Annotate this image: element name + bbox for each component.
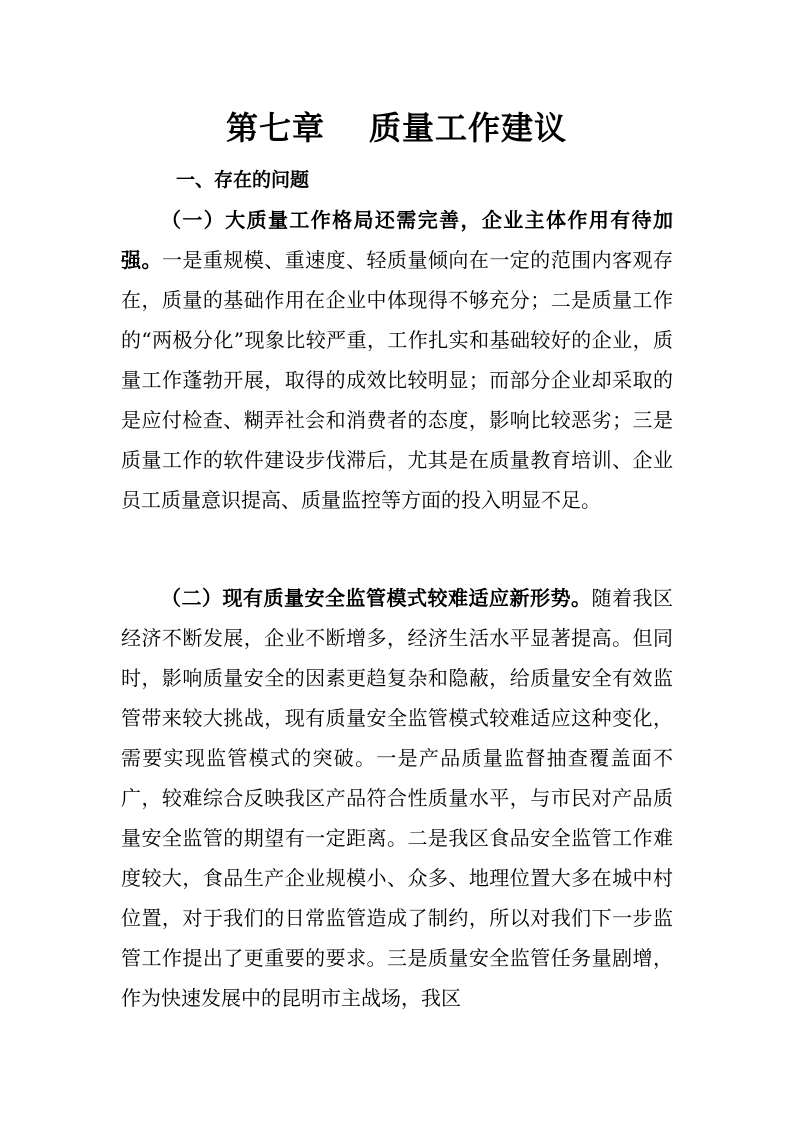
paragraph-2-body: 随着我区经济不断发展，企业不断增多，经济生活水平显著提高。但同时，影响质量安全的因素更趋复杂和隐蔽，给质量安全有效监管带来较大挑战，现有质量安全监管模式较难适应这种变化，需要实现监管模式的突破。一是产品质量监督抽查覆盖面不广，较难综合反映我区产品符合性质量水平，与市民对产品质量安全监管的期望有一定距离。二是我区食品安全监管工作难度较大，食品生产企业规模小、众多、地理位置大多在城中村位置，对于我们的日常监管造成了制约，所以对我们下一步监管工作提出了更重要的要求。三是质量安全监管任务量剧增，作为快速发展中的昆明市主战场，我区 bbox=[121, 586, 673, 1010]
section-heading: 一、存在的问题 bbox=[176, 169, 310, 191]
chapter-title bbox=[0, 104, 793, 152]
paragraph-1-body: 一是重规模、重速度、轻质量倾向在一定的范围内客观存在，质量的基础作用在企业中体现得不够充分；二是质量工作的“两极分化”现象比较严重，工作扎实和基础较好的企业，质量工作蓬勃开展，取得的成效比较明显；而部分企业却采取的是应付检查、糊弄社会和消费者的态度，影响比较恶劣；三是质量工作的软件建设步伐滞后，尤其是在质量教育培训、企业员工质量意识提高、质量监控等方面的投入明显不足。 bbox=[121, 248, 674, 512]
paragraph-1 bbox=[121, 200, 673, 520]
paragraph-2 bbox=[121, 578, 673, 1018]
paragraph-1-lead: （一）大质量工作格局还需完善，企业主体作用有待加强。 bbox=[121, 208, 673, 272]
chapter-name: 质量工作建议 bbox=[369, 109, 568, 147]
chapter-number: 第七章 bbox=[225, 109, 325, 147]
paragraph-2-lead: （二）现有质量安全监管模式较难适应新形势。 bbox=[161, 586, 592, 610]
